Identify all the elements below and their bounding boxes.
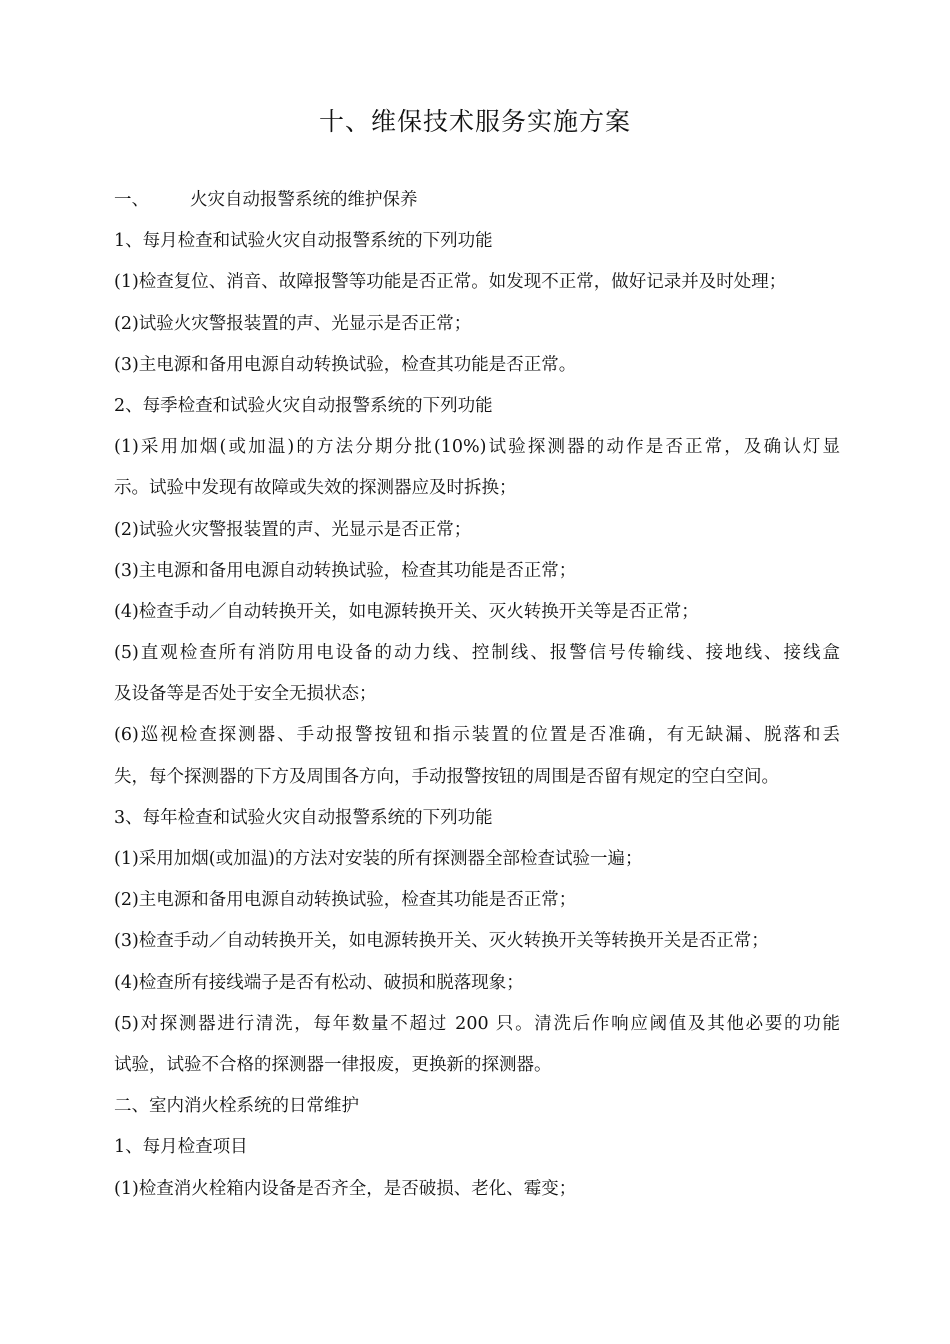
list-item: (4)检查手动／自动转换开关，如电源转换开关、灭火转换开关等是否正常；: [114, 601, 699, 622]
list-item: (1)采用加烟(或加温)的方法分期分批(10%)试验探测器的动作是否正常，及确认灯显: [114, 437, 840, 458]
document-title: 十、维保技术服务实施方案: [318, 107, 631, 136]
subsection-heading: 3、每年检查和试验火灾自动报警系统的下列功能: [114, 807, 493, 828]
list-item: (3)主电源和备用电源自动转换试验，检查其功能是否正常。: [114, 354, 577, 375]
list-item: (1)检查消火栓箱内设备是否齐全，是否破损、老化、霉变；: [114, 1178, 577, 1199]
section-heading-text: 火灾自动报警系统的维护保养: [190, 190, 418, 210]
list-item: (4)检查所有接线端子是否有松动、破损和脱落现象；: [114, 972, 524, 993]
document-body: [114, 180, 840, 1210]
section-heading: [114, 180, 840, 221]
list-item: (2)试验火灾警报装置的声、光显示是否正常；: [114, 519, 472, 540]
list-item: (6)巡视检查探测器、手动报警按钮和指示装置的位置是否准确，有无缺漏、脱落和丢: [114, 725, 840, 746]
section-number: 一、: [114, 190, 149, 210]
subsection-heading: 2、每季检查和试验火灾自动报警系统的下列功能: [114, 395, 493, 416]
list-item: (1)采用加烟(或加温)的方法对安装的所有探测器全部检查试验一遍；: [114, 849, 643, 869]
subsection-heading: 1、每月检查和试验火灾自动报警系统的下列功能: [114, 231, 493, 252]
subsection-heading: 1、每月检查项目: [114, 1137, 248, 1158]
list-item-continuation: 失，每个探测器的下方及周围各方向，手动报警按钮的周围是否留有规定的空白空间。: [114, 766, 779, 787]
list-item: (3)检查手动／自动转换开关，如电源转换开关、灭火转换开关等转换开关是否正常；: [114, 931, 769, 952]
list-item: (3)主电源和备用电源自动转换试验，检查其功能是否正常；: [114, 560, 577, 581]
list-item-continuation: 及设备等是否处于安全无损状态；: [114, 684, 377, 705]
list-item-continuation: 试验，试验不合格的探测器一律报废，更换新的探测器。: [114, 1054, 552, 1075]
list-item: (5)直观检查所有消防用电设备的动力线、控制线、报警信号传输线、接地线、接线盒: [114, 643, 840, 664]
list-item: (2)主电源和备用电源自动转换试验，检查其功能是否正常；: [114, 890, 577, 911]
section-heading: 二、室内消火栓系统的日常维护: [114, 1096, 359, 1117]
list-item: (1)检查复位、消音、故障报警等功能是否正常。如发现不正常，做好记录并及时处理；: [114, 272, 787, 293]
list-item: (5)对探测器进行清洗，每年数量不超过 200 只。清洗后作响应阈值及其他必要的功能: [114, 1013, 840, 1034]
list-item: (2)试验火灾警报装置的声、光显示是否正常；: [114, 313, 472, 334]
list-item-continuation: 示。试验中发现有故障或失效的探测器应及时拆换；: [114, 478, 517, 499]
